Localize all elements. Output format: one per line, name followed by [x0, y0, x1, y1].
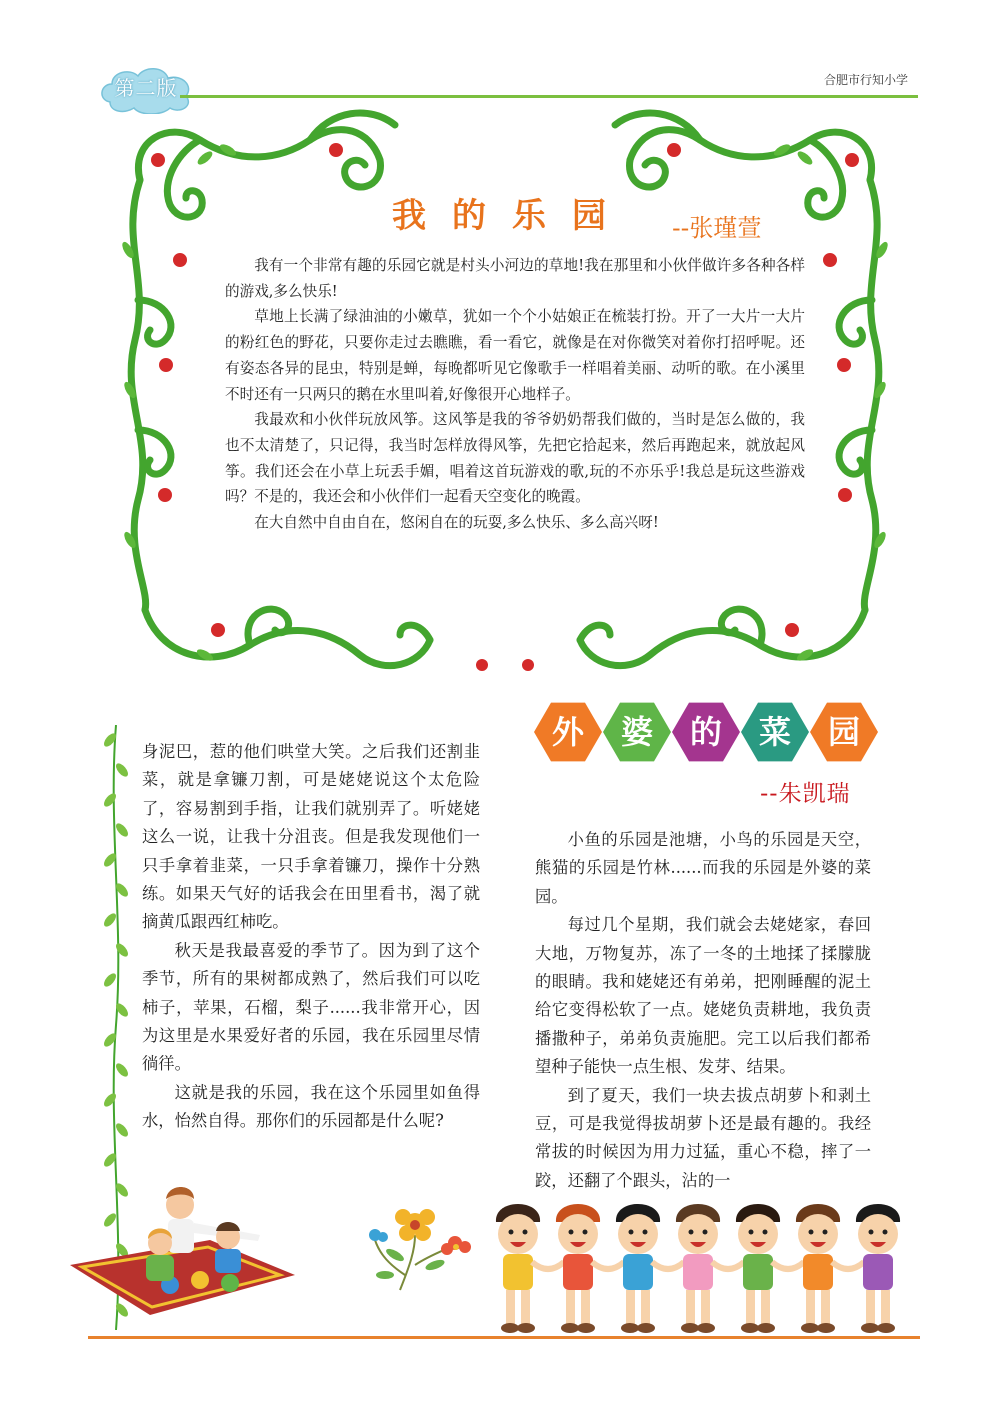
- kid-figure: [823, 1230, 828, 1235]
- kid-figure: [498, 1214, 538, 1254]
- kid-figure: [738, 1214, 778, 1254]
- kid-figure: [561, 1323, 579, 1333]
- kid-figure: [697, 1323, 715, 1333]
- kid-figure: [761, 1290, 770, 1324]
- kid-figure: [806, 1290, 815, 1324]
- article2-paragraph: 每过几个星期，我们就会去姥姥家，春回大地，万物复苏，冻了一冬的土地揉了揉朦胧的眼睛。我和姥姥还有弟弟，把刚睡醒的泥土给它变得松软了一点。姥姥负责耕地，我负责播撒种子，弟弟负责施肥。完工以后我们都希望种子能快一点生根、发芽、结果。: [535, 915, 871, 1077]
- kid-figure: [801, 1323, 819, 1333]
- kid-figure: [506, 1290, 515, 1324]
- edition-label: 第二版: [114, 76, 178, 100]
- kid-figure: [763, 1230, 768, 1235]
- kid-figure: [563, 1254, 593, 1290]
- flower-bouquet-icon: [355, 1195, 480, 1295]
- article1-paragraph: 我有一个非常有趣的乐园它就是村头小河边的草地!我在那里和小伙伴做许多各种各样的游戏,多么快乐!: [225, 257, 805, 300]
- kid-figure: [817, 1323, 835, 1333]
- kid-figure: [652, 1262, 684, 1269]
- kid-figure: [501, 1323, 519, 1333]
- kid-figure: [558, 1214, 598, 1254]
- title-hex-char: 菜: [758, 713, 792, 751]
- article2-left-column: [142, 738, 480, 1136]
- kid-figure: [869, 1230, 874, 1235]
- kids-holding-hands-icon: [488, 1202, 918, 1337]
- kid-figure: [877, 1323, 895, 1333]
- kid-figure: [503, 1254, 533, 1290]
- kid-figure: [741, 1323, 759, 1333]
- kid-figure: [881, 1290, 890, 1324]
- kid-figure: [832, 1262, 864, 1269]
- article2-paragraph: 到了夏天，我们一块去拔点胡萝卜和剥土豆，可是我觉得拔胡萝卜还是最有趣的。我经常拔的时候因为用力过猛，重心不稳，摔了一跤，还翻了个跟头，沾的一: [535, 1085, 871, 1190]
- article2-right-column: [535, 826, 871, 1195]
- kid-figure: [809, 1230, 814, 1235]
- kid-figure: [517, 1323, 535, 1333]
- kid-figure: [643, 1230, 648, 1235]
- header-divider: [180, 95, 918, 98]
- article2-paragraph: 这就是我的乐园，我在这个乐园里如鱼得水，怡然自得。那你们的乐园都是什么呢?: [142, 1082, 480, 1131]
- title-hex-char: 园: [827, 713, 861, 751]
- kid-figure: [618, 1214, 658, 1254]
- kid-figure: [581, 1290, 590, 1324]
- article1-paragraph: 我最欢和小伙伴玩放风筝。这风筝是我的爷爷奶奶帮我们做的，当时是怎么做的，我也不太清楚了，只记得，我当时怎样放得风筝，先把它拾起来，然后再跑起来，就放起风筝。我们还会在小草上玩丢手媚，唱着这首玩游戏的歌,玩的不亦乐乎!我总是玩这些游戏吗？不是的，我还会和小伙伴们一起看天空变化的晚霞。: [225, 411, 805, 506]
- kid-figure: [746, 1290, 755, 1324]
- article2-title: [533, 697, 878, 767]
- article1-paragraph: 在大自然中自由自在，悠闲自在的玩耍,多么快乐、多么高兴呀!: [254, 514, 659, 532]
- kid-figure: [637, 1323, 655, 1333]
- article1-body: [225, 253, 805, 536]
- school-name: 合肥市行知小学: [823, 73, 908, 87]
- kid-figure: [757, 1323, 775, 1333]
- kid-figure: [583, 1230, 588, 1235]
- kid-figure: [749, 1230, 754, 1235]
- kid-figure: [863, 1254, 893, 1290]
- kid-figure: [861, 1323, 879, 1333]
- kid-figure: [523, 1230, 528, 1235]
- article2-paragraph: 秋天是我最喜爱的季节了。因为到了这个季节，所有的果树都成熟了，然后我们可以吃柿子，苹果，石榴，梨子......我非常开心，因为这里是水果爱好者的乐园，我在乐园里尽情徜徉。: [142, 940, 480, 1074]
- kid-figure: [866, 1290, 875, 1324]
- kid-figure: [883, 1230, 888, 1235]
- kid-figure: [703, 1230, 708, 1235]
- kid-figure: [623, 1254, 653, 1290]
- kid-figure: [577, 1323, 595, 1333]
- title-hex-char: 婆: [620, 713, 654, 751]
- kid-figure: [798, 1214, 838, 1254]
- kid-figure: [743, 1254, 773, 1290]
- title-hex-char: 外: [551, 713, 585, 751]
- article1-title: 我的乐园: [392, 196, 632, 236]
- title-hex-char: 的: [689, 713, 723, 751]
- article2-paragraph: 小鱼的乐园是池塘，小鸟的乐园是天空，熊猫的乐园是竹林......而我的乐园是外婆的菜园。: [535, 830, 871, 906]
- kid-figure: [569, 1230, 574, 1235]
- kid-figure: [681, 1323, 699, 1333]
- article2-author: --朱凯瑞: [760, 781, 851, 807]
- kid-figure: [772, 1262, 804, 1269]
- kid-figure: [712, 1262, 744, 1269]
- kid-figure: [821, 1290, 830, 1324]
- kid-figure: [641, 1290, 650, 1324]
- kid-figure: [701, 1290, 710, 1324]
- footer-divider: [88, 1336, 920, 1339]
- article1-author: --张瑾萱: [672, 214, 762, 242]
- kid-figure: [683, 1254, 713, 1290]
- kid-figure: [566, 1290, 575, 1324]
- kid-figure: [626, 1290, 635, 1324]
- kid-figure: [686, 1290, 695, 1324]
- article1-paragraph: 草地上长满了绿油油的小嫩草，犹如一个个小姑娘正在梳装打扮。开了一大片一大片的粉红色的野花，只要你走过去瞧瞧，看一看它，就像是在对你微笑对着你打招呼呢。还有姿态各异的昆虫，特别是蝉，每晚都听见它像歌手一样唱着美丽、动听的歌。在小溪里不时还有一只两只的鹅在水里叫着,好像很开心地样子。: [225, 308, 805, 403]
- kid-figure: [858, 1214, 898, 1254]
- kid-figure: [689, 1230, 694, 1235]
- article2-paragraph: 身泥巴，惹的他们哄堂大笑。之后我们还割韭菜，就是拿镰刀割，可是姥姥说这个太危险了，容易割到手指，让我们就别弄了。听姥姥这么一说，让我十分沮丧。但是我发现他们一只手拿着韭菜，一只手拿着镰刀，操作十分熟练。如果天气好的话我会在田里看书，渴了就摘黄瓜跟西红柿吃。: [142, 742, 480, 932]
- kid-figure: [521, 1290, 530, 1324]
- kid-figure: [592, 1262, 624, 1269]
- carpet-kids-icon: [60, 1165, 305, 1330]
- kid-figure: [678, 1214, 718, 1254]
- kid-figure: [509, 1230, 514, 1235]
- kid-figure: [803, 1254, 833, 1290]
- kid-figure: [532, 1262, 564, 1269]
- kid-figure: [629, 1230, 634, 1235]
- kid-figure: [621, 1323, 639, 1333]
